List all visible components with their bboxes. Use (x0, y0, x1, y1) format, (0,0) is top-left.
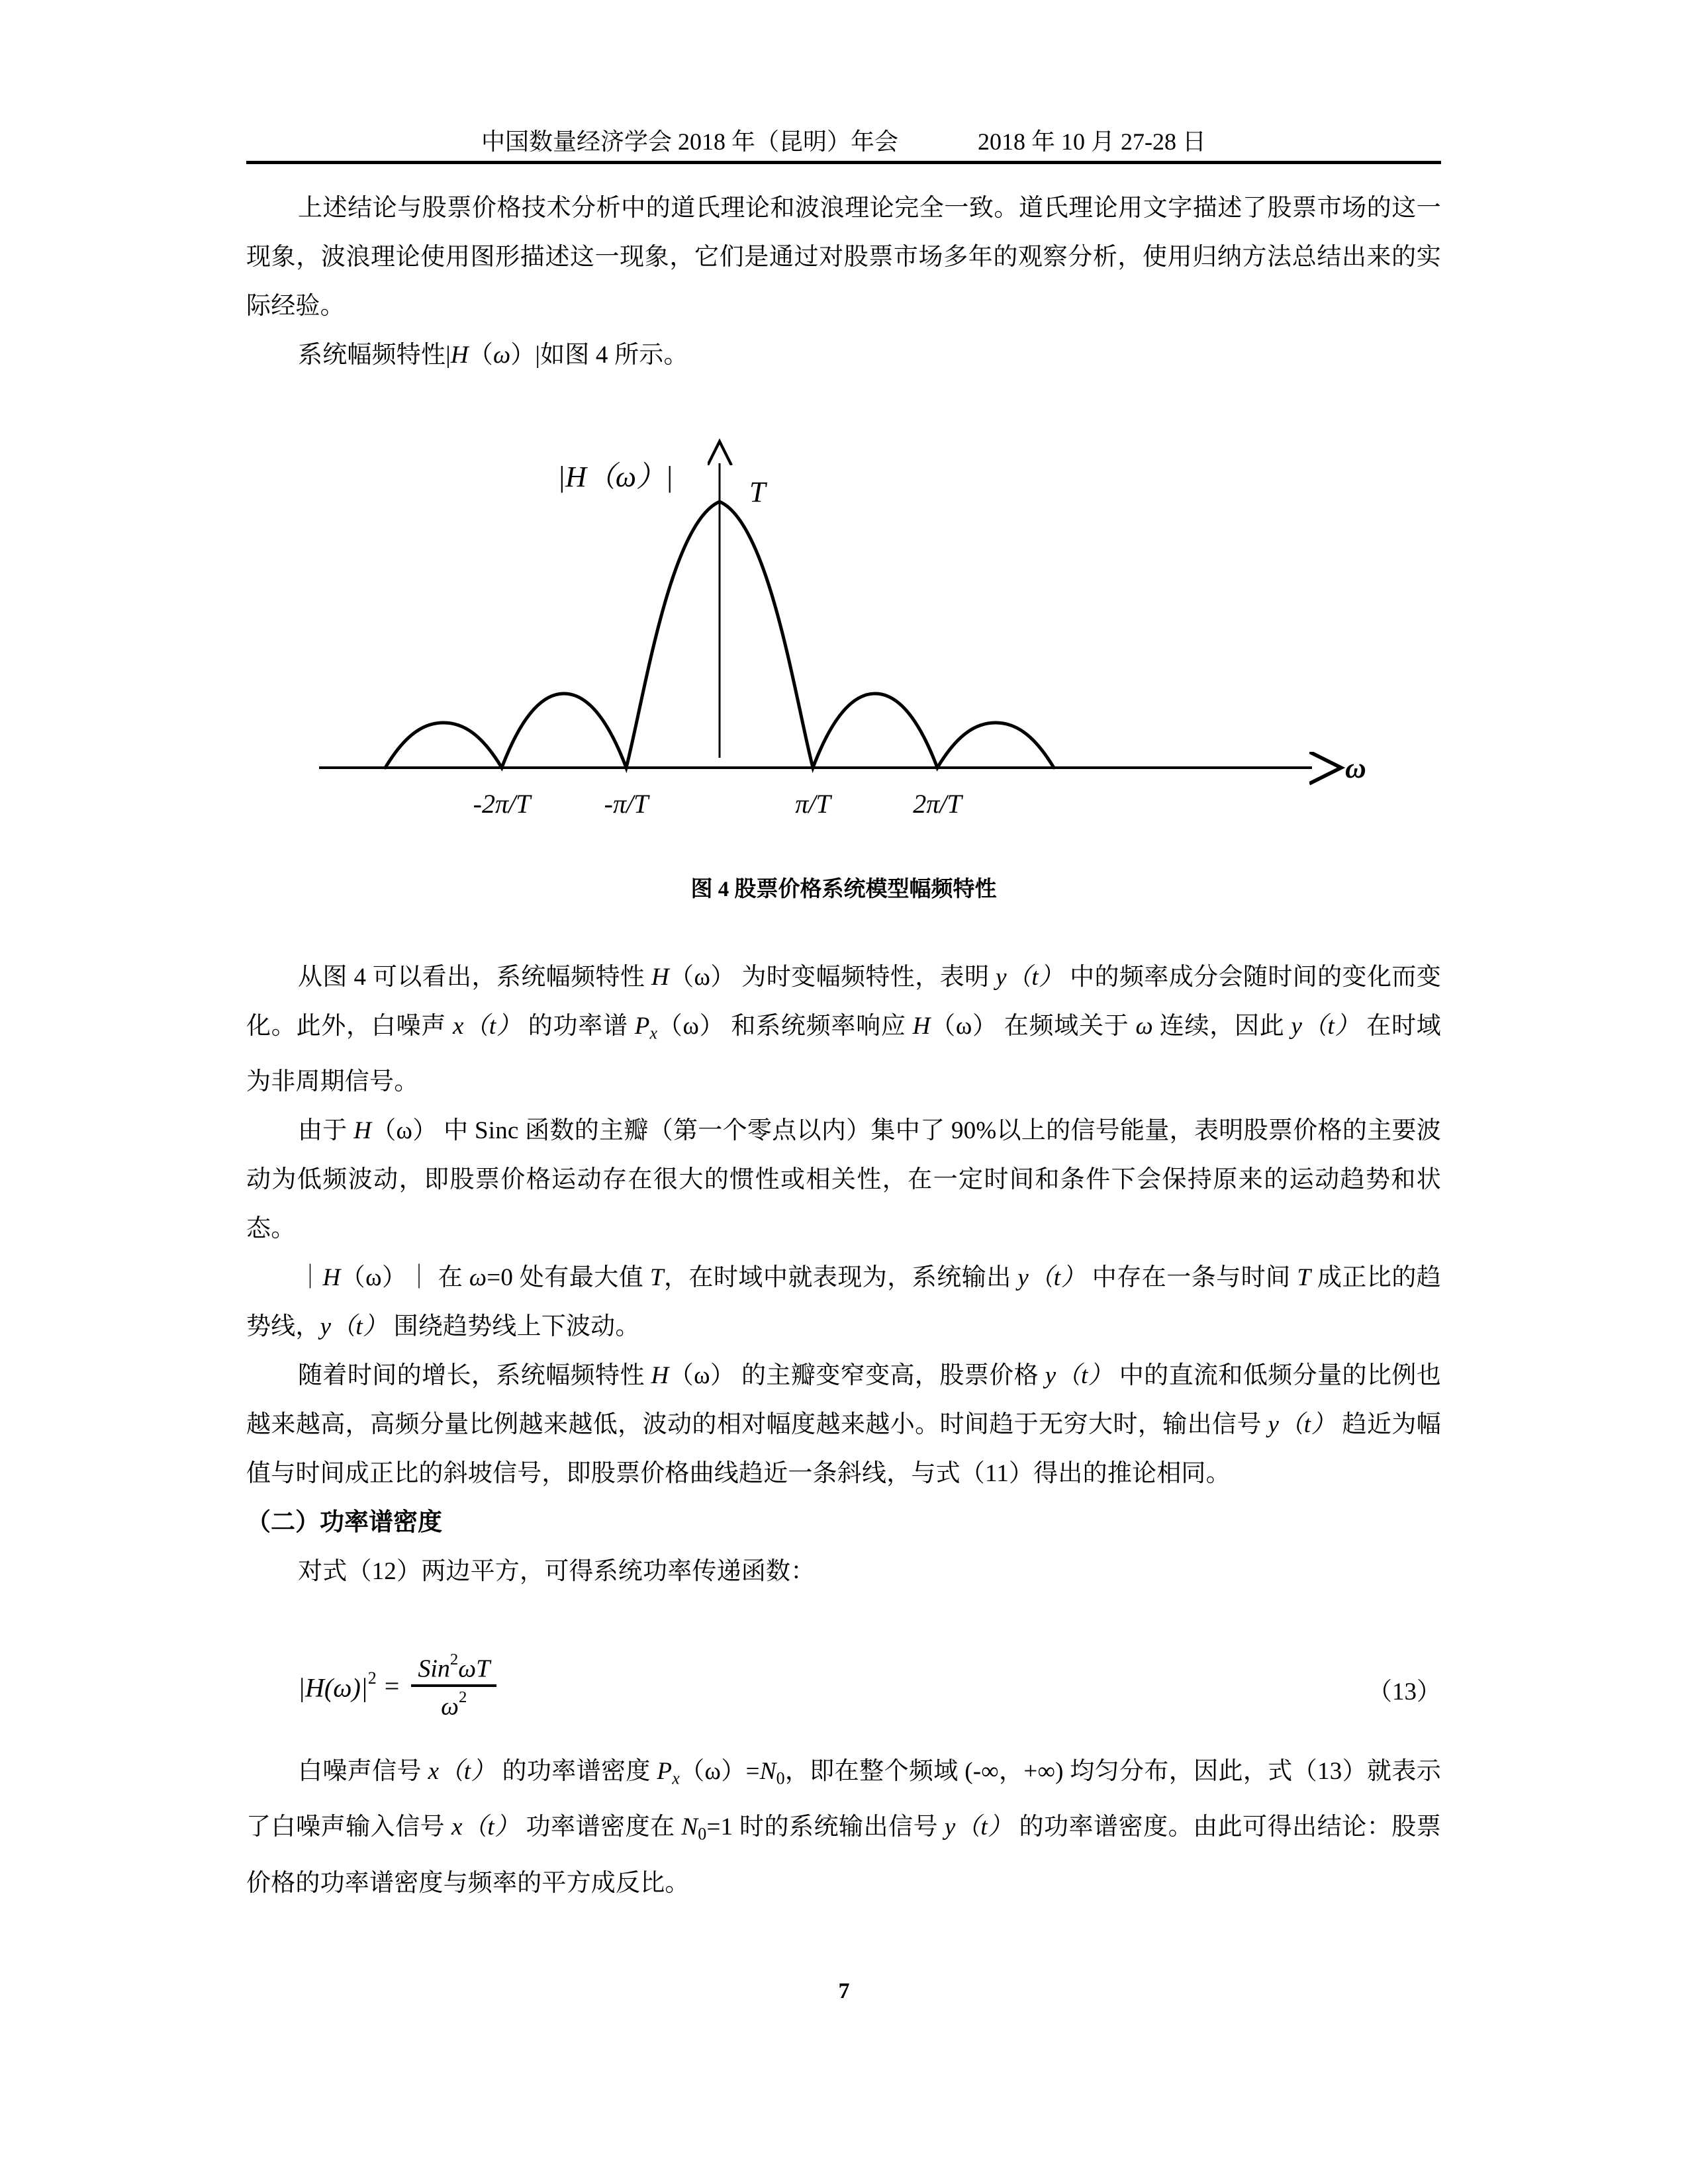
p3-omega-paren: （ω） (669, 964, 735, 991)
p6-seg-c: 的主瓣变窄变高，股票价格 (735, 1362, 1045, 1390)
p4-seg-c: 中 Sinc 函数的主瓣（第一个零点以内）集中了 90%以上的信号能量，表明股票价格的主要波动为低频波动，即股票价格运动存在很大的惯性或相关性，在一定时间和条件下会保持原来的运动趋势和状态。 (246, 1117, 1441, 1243)
paragraph-lobe-narrowing (246, 1351, 1441, 1498)
figure-4-magnitude-response (246, 424, 1441, 860)
page-number: 7 (838, 1979, 850, 2003)
equation-denominator-omega: ω (441, 1692, 459, 1721)
figure-4-caption: 图 4 股票价格系统模型幅频特性 (690, 878, 997, 901)
paragraph-white-noise-psd (246, 1747, 1441, 1908)
text-column-bottom (246, 953, 1441, 1596)
p6-seg-d: 中的直流和低频分量的比例也越来越高，高频分量比例越来越低，波动的相对幅度越来越小。时间趋于无穷大时，输出信号 (246, 1362, 1441, 1439)
p7-text: 对式（12）两边平方，可得系统功率传递函数： (298, 1558, 816, 1586)
p6-seg-e: 趋近为幅值与时间成正比的斜坡信号，即股票价格曲线趋近一条斜线，与式（11）得出的推论相同。 (246, 1411, 1442, 1488)
p8-t-paren-3: （t） (955, 1813, 1013, 1841)
p3-seg-e: 的功率谱 (521, 1013, 635, 1040)
p8-P-subscript: x (672, 1768, 680, 1788)
p3-x-symbol: x (453, 1013, 464, 1040)
fig-ref-suffix: ）|如图 4 所示。 (510, 341, 688, 369)
p5-close-bar: ｜ 在 (406, 1264, 469, 1292)
fig-ref-h-symbol: H (450, 341, 469, 369)
equation-lhs (298, 1668, 377, 1704)
p5-seg-g: 成正比的趋势线， (246, 1264, 1442, 1341)
equation-13-block (246, 1651, 1441, 1731)
p4-omega-paren: （ω） (371, 1117, 438, 1145)
p8-t-paren-2: （t） (462, 1813, 520, 1841)
p8-t-paren: （t） (439, 1758, 496, 1785)
p8-P-symbol: P (657, 1758, 673, 1785)
p5-h-symbol: H (322, 1264, 341, 1292)
x-axis-label: ω (1345, 752, 1366, 784)
fig-ref-open-paren: （ (468, 341, 493, 369)
p5-seg-d: =0 处有最大值 (487, 1264, 650, 1292)
paragraph-text: 上述结论与股票价格技术分析中的道氏理论和波浪理论完全一致。道氏理论用文字描述了股票市场的这一现象，波浪理论使用图形描述这一现象，它们是通过对股票市场多年的观察分析，使用归纳方法总结出来的实际经验。 (246, 195, 1441, 320)
equation-lhs-superscript: 2 (367, 1668, 377, 1688)
y-axis-label: |H（ω）| (557, 461, 674, 493)
p6-y-symbol-2: y (1268, 1411, 1280, 1439)
x-tick-label-2pi-over-T: 2π/T (913, 789, 962, 819)
p5-seg-f: 中存在一条与时间 (1086, 1264, 1297, 1292)
p3-seg-j: 在时域为非周期信号。 (246, 1013, 1441, 1096)
equation-fraction (411, 1651, 496, 1721)
p3-P-symbol: P (634, 1013, 650, 1040)
p6-t-paren: （t） (1056, 1362, 1113, 1390)
p5-y-symbol-2: y (320, 1313, 332, 1341)
page-header (246, 113, 1441, 154)
p5-open-bar: ｜ (298, 1264, 323, 1292)
p8-equals: = (745, 1758, 760, 1785)
p8-x-symbol: x (428, 1758, 440, 1785)
peak-value-label: T (749, 476, 766, 508)
p3-seg-f: 和系统频率响应 (724, 1013, 913, 1040)
x-tick-label-neg-pi-over-T: -π/T (604, 789, 649, 819)
p3-t-paren-2: （t） (463, 1013, 522, 1040)
paragraph-figure-reference (246, 331, 1441, 380)
p5-omega-paren: （ω） (340, 1264, 407, 1292)
text-column-final (246, 1747, 1441, 1908)
p6-h-symbol: H (651, 1362, 669, 1390)
p6-y-symbol: y (1045, 1362, 1056, 1390)
equation-numerator (411, 1651, 496, 1684)
paragraph-dow-wave-theory (246, 184, 1441, 331)
x-tick-label-neg-2pi-over-T: -2π/T (473, 789, 531, 819)
p5-T-symbol: T (649, 1264, 664, 1292)
paragraph-time-varying-response (246, 953, 1441, 1107)
p5-y-symbol: y (1017, 1264, 1029, 1292)
p3-seg-i: 连续，因此 (1152, 1013, 1291, 1040)
p8-y-symbol: y (944, 1813, 956, 1841)
p6-seg-a: 随着时间的增长，系统幅频特性 (298, 1362, 651, 1390)
equation-denominator-superscript: 2 (459, 1688, 467, 1707)
p4-seg-a: 由于 (298, 1117, 354, 1145)
p8-N-subscript: 0 (776, 1768, 785, 1788)
equation-lhs-text: |H(ω)| (298, 1672, 368, 1703)
section-heading-power-spectral-density: （二）功率谱密度 (246, 1509, 442, 1537)
p8-seg-g: 的功率谱密度。由此可得出结论：股票价格的功率谱密度与频率的平方成反比。 (246, 1813, 1441, 1897)
fig-ref-omega-symbol: ω (492, 341, 511, 369)
fig-ref-prefix: 系统幅频特性| (298, 341, 451, 369)
p3-omega-paren-2: （ω） (930, 1013, 998, 1040)
p3-seg-a: 从图 4 可以看出，系统幅频特性 (298, 964, 651, 991)
p4-h-symbol: H (353, 1117, 372, 1145)
p8-seg-a: 白噪声信号 (298, 1758, 428, 1785)
equation-numerator-rest: ωT (458, 1655, 491, 1683)
p5-omega-symbol: ω (469, 1264, 487, 1292)
p3-P-omega-paren: （ω） (657, 1013, 725, 1040)
header-date: 2018 年 10 月 27-28 日 (978, 128, 1206, 155)
p3-seg-g: 在频域关于 (997, 1013, 1136, 1040)
equation-equals-sign: = (384, 1670, 400, 1701)
p6-t-paren-2: （t） (1279, 1411, 1336, 1439)
p8-N-symbol-2: N (681, 1813, 698, 1841)
p3-omega-symbol: ω (1135, 1013, 1153, 1040)
p5-seg-e: ，在时域中就表现为，系统输出 (663, 1264, 1018, 1292)
p3-h-symbol-2: H (912, 1013, 931, 1040)
p8-omega-paren: （ω） (679, 1758, 746, 1785)
p3-t-paren-3: （t） (1302, 1013, 1360, 1040)
paragraph-max-value-trendline (246, 1253, 1441, 1351)
text-column-top (246, 184, 1441, 380)
p3-h-symbol: H (651, 964, 669, 991)
sinc-plot-svg (246, 424, 1441, 860)
p5-t-paren: （t） (1029, 1264, 1086, 1292)
p5-T-symbol-2: T (1297, 1264, 1311, 1292)
x-tick-label-pi-over-T: π/T (795, 789, 831, 819)
p6-omega-paren: （ω） (669, 1362, 735, 1390)
equation-13-expression (298, 1651, 500, 1721)
p3-t-paren: （t） (1006, 964, 1064, 991)
p5-seg-h: 围绕趋势线上下波动。 (387, 1313, 640, 1341)
p3-seg-c: 为时变幅频特性，表明 (735, 964, 996, 991)
p8-seg-d: ，即在整个频域 (-∞，+∞) 均匀分布，因此，式（13）就表示了白噪声输入信号 (246, 1758, 1441, 1841)
header-divider-rule (246, 161, 1441, 164)
p8-N-symbol: N (759, 1758, 776, 1785)
p8-seg-b: 的功率谱密度 (495, 1758, 657, 1785)
p3-P-subscript: x (649, 1023, 658, 1043)
p5-t-paren-2: （t） (331, 1313, 388, 1341)
p8-N-subscript-2: 0 (698, 1824, 707, 1844)
p3-y-symbol: y (996, 964, 1007, 991)
equation-numerator-sin: Sin (418, 1655, 450, 1683)
equation-numerator-superscript: 2 (449, 1651, 459, 1668)
equation-13-number: （13） (1368, 1678, 1441, 1706)
p3-y-symbol-2: y (1291, 1013, 1303, 1040)
p8-x-symbol-2: x (451, 1813, 463, 1841)
p8-seg-f: =1 时的系统输出信号 (706, 1813, 945, 1841)
paragraph-square-both-sides (246, 1547, 1441, 1596)
p3-seg-d: 中的频率成分会随时间的变化而变化。此外，白噪声 (246, 964, 1441, 1040)
equation-denominator (434, 1687, 473, 1720)
paragraph-main-lobe-energy (246, 1107, 1441, 1253)
header-conference-title: 中国数量经济学会 2018 年（昆明）年会 (481, 128, 898, 155)
p8-seg-e: 功率谱密度在 (519, 1813, 682, 1841)
